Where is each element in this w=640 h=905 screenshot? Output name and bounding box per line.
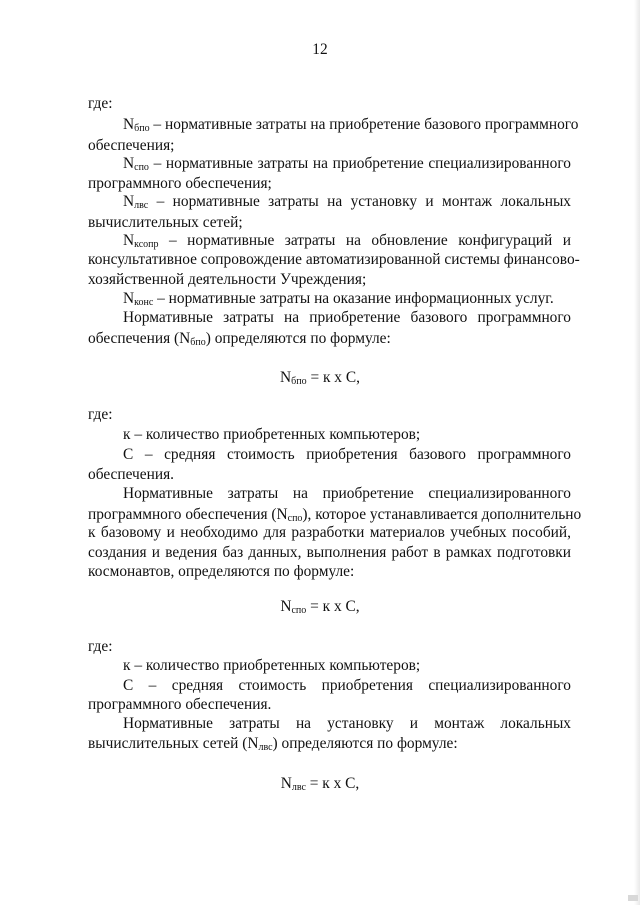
where-label: где: — [88, 638, 113, 655]
text-line: консультативное сопровождение автоматизированной системы финансово- — [88, 251, 580, 268]
text-line: вычислительных сетей; — [88, 214, 243, 231]
text-line: программного обеспечения. — [88, 696, 272, 713]
text-line: С – средняя стоимость приобретения базового программного — [123, 446, 571, 463]
text-line: космонавтов, определяются по формуле: — [88, 563, 355, 580]
definition-line: $N_{бпо}$ – нормативные затраты на приобретение базового программного — [123, 116, 579, 134]
where-label: где: — [88, 95, 113, 112]
scan-artifact — [628, 895, 638, 901]
text-line: программного обеспечения $(N_{спо})$, которое устанавливается дополнительно — [88, 506, 582, 524]
where-label: где: — [88, 406, 113, 423]
page-number: 12 — [312, 41, 328, 58]
text-line: обеспечения. — [88, 466, 175, 483]
formula-bpo: $N_{бпо} = к$ х С, — [280, 369, 360, 387]
paragraph-line: Нормативные затраты на приобретение специализированного — [123, 485, 571, 502]
formula-spo: $N_{спо} = к$ х С, — [280, 598, 360, 616]
definition-line: $N_{ксопр}$ – нормативные затраты на обновление конфигураций и — [123, 232, 571, 250]
text-line: обеспечения; — [88, 137, 175, 154]
text-line: хозяйственной деятельности Учреждения; — [88, 271, 367, 288]
text-line: вычислительных сетей $(N_{лвс})$ определяются по формуле: — [88, 735, 458, 753]
text-line: к базовому и необходимо для разработки материалов учебных пособий, — [88, 524, 571, 541]
paragraph-line: Нормативные затраты на установку и монтаж локальных — [123, 715, 571, 732]
paragraph-line: Нормативные затраты на приобретение базового программного — [123, 309, 571, 326]
text-line: С – средняя стоимость приобретения специализированного — [123, 677, 571, 694]
scan-edge-shadow — [634, 0, 640, 905]
text-line: создания и ведения баз данных, выполнения работ в рамках подготовки — [88, 544, 571, 561]
text-line: к – количество приобретенных компьютеров; — [123, 426, 421, 443]
definition-line: $N_{конс}$ – нормативные затраты на оказание информационных услуг. — [123, 290, 554, 308]
text-line: обеспечения $(N_{бпо})$ определяются по формуле: — [88, 330, 391, 348]
definition-line: $N_{лвс}$ – нормативные затраты на установку и монтаж локальных — [123, 193, 571, 211]
text-line: программного обеспечения; — [88, 175, 272, 192]
text-line: к – количество приобретенных компьютеров; — [123, 657, 421, 674]
formula-lvs: $N_{лвс} = к$ х С, — [280, 775, 360, 793]
definition-line: $N_{спо}$ – нормативные затраты на приобретение специализированного — [123, 155, 571, 173]
